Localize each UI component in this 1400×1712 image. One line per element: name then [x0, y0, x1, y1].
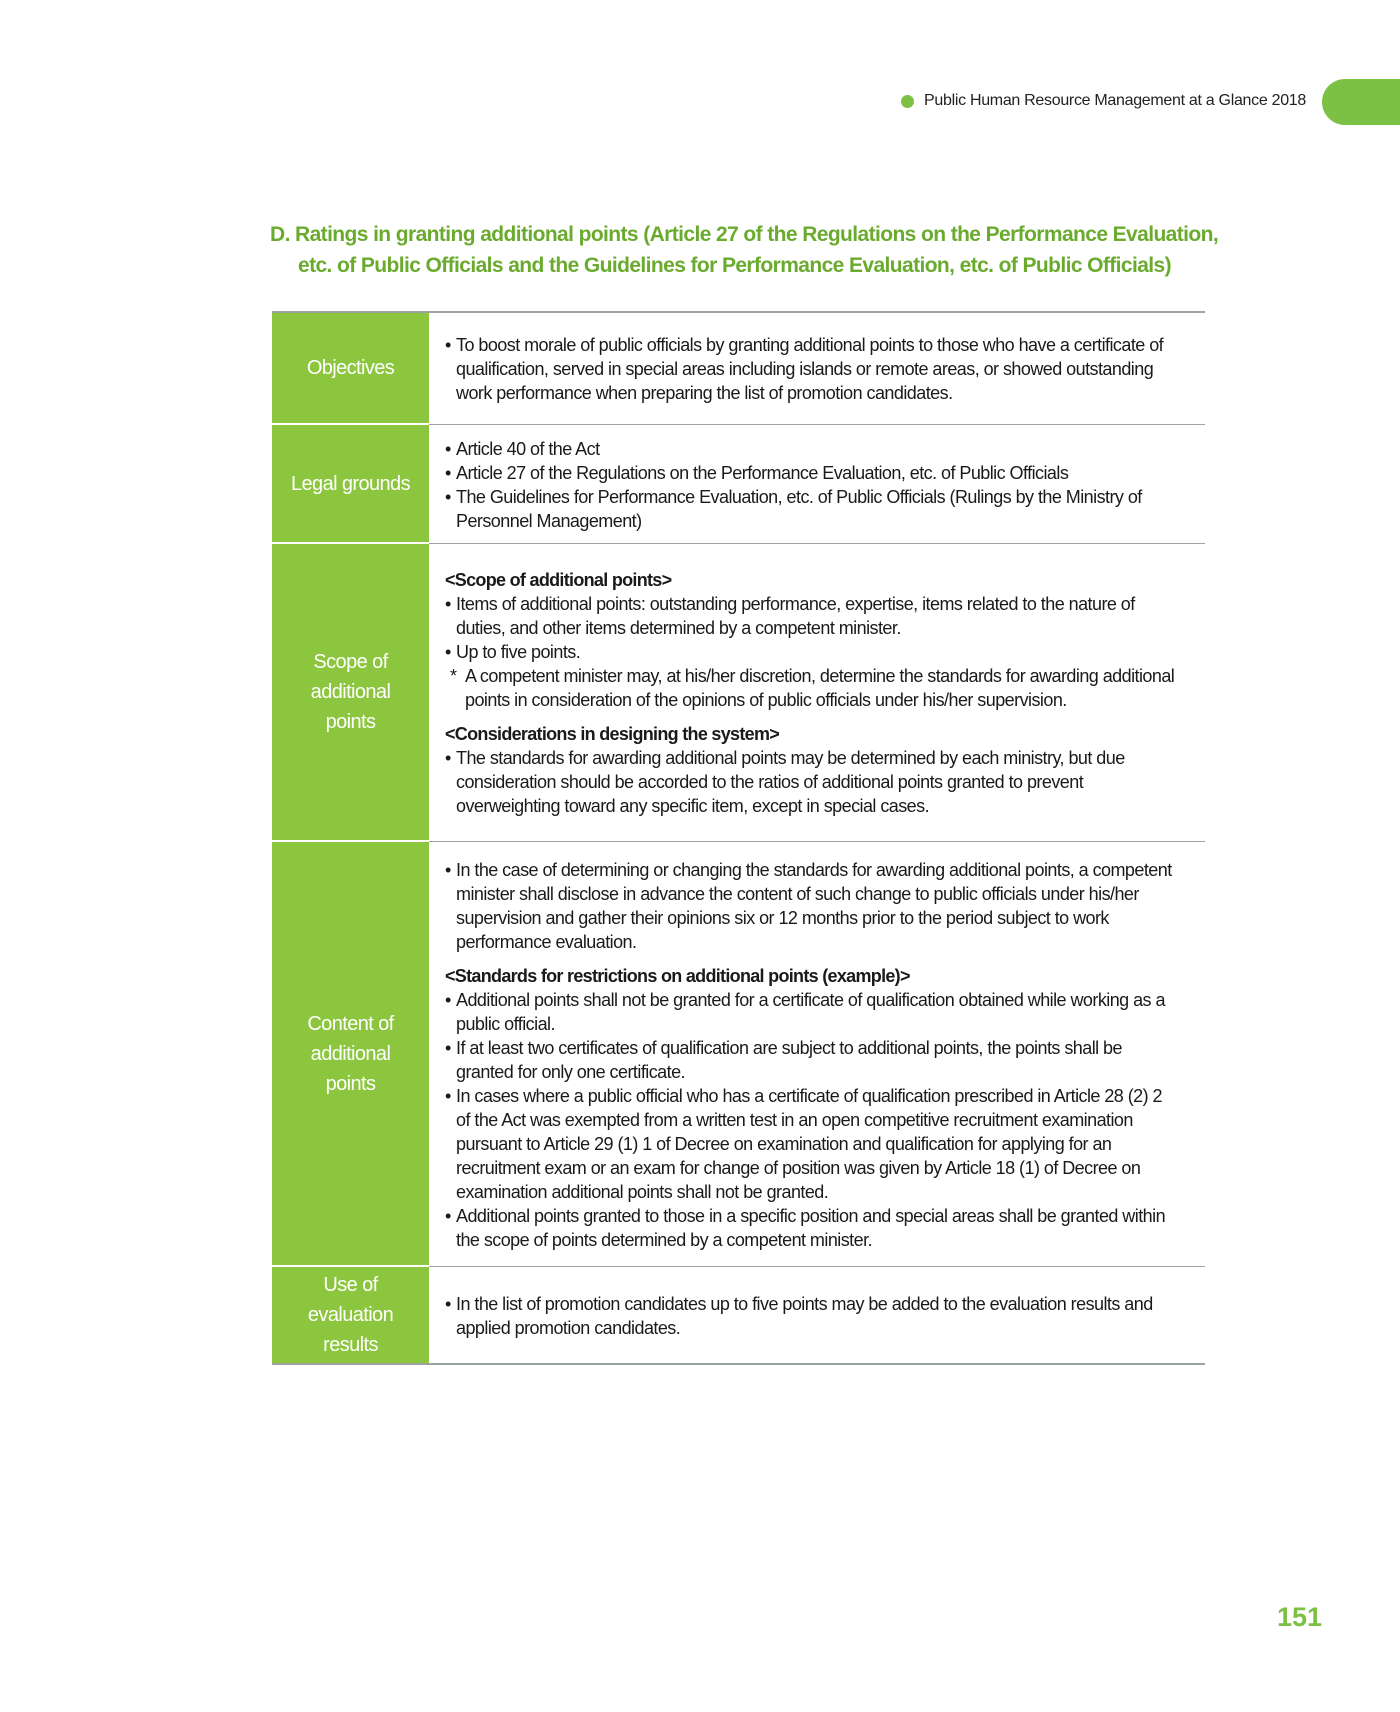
list-item: • In the list of promotion candidates up to five points may be added to the evaluation results and applied promotion candidates.	[445, 1292, 1177, 1340]
list-item: • In cases where a public official who has a certificate of qualification prescribed in Article 28 (2) 2 of the Act was exempted from a written test in an open competitive recruitment examination pursuant to Article 29 (1) 1 of Decree on examination and qualification for applying for an recruitment exam or an exam for change of position was given by Article 18 (1) of Decree on examination additional points shall not be granted.	[445, 1084, 1177, 1204]
list-item: • Additional points shall not be granted for a certificate of qualification obtained while working as a public official.	[445, 988, 1177, 1036]
list-item: • The Guidelines for Performance Evaluation, etc. of Public Officials (Rulings by the Ministry of Personnel Management)	[445, 485, 1177, 533]
row-content-content	[429, 841, 1205, 1266]
list-item: • To boost morale of public officials by granting additional points to those who have a certificate of qualification, served in special areas including islands or remote areas, or showed outstanding work performance when preparing the list of promotion candidates.	[445, 333, 1177, 405]
table-row-legal-grounds	[272, 424, 1205, 543]
list-item: • Additional points granted to those in a specific position and special areas shall be granted within the scope of points determined by a competent minister.	[445, 1204, 1177, 1252]
row-label-legal-grounds: Legal grounds	[272, 424, 429, 543]
list-item: • If at least two certificates of qualification are subject to additional points, the points shall be granted for only one certificate.	[445, 1036, 1177, 1084]
row-label-scope: Scope of additional points	[272, 543, 429, 841]
table-row-scope	[272, 543, 1205, 841]
row-content-objectives	[429, 312, 1205, 424]
subsection-heading: <Scope of additional points>	[445, 570, 672, 590]
list-item: • Items of additional points: outstanding performance, expertise, items related to the nature of duties, and other items determined by a competent minister.	[445, 592, 1177, 640]
chapter-edge-tab	[1322, 79, 1400, 125]
running-header	[901, 92, 1306, 110]
row-label-content: Content of additional points	[272, 841, 429, 1266]
table-row-objectives	[272, 312, 1205, 424]
row-content-use-of-results	[429, 1266, 1205, 1364]
list-item: • Up to five points.	[445, 640, 1177, 664]
running-title: Public Human Resource Management at a Glance 2018	[924, 92, 1306, 109]
row-label-use-of-results: Use of evaluation results	[272, 1266, 429, 1364]
table-row-use-of-results	[272, 1266, 1205, 1364]
section-title-line-1: D. Ratings in granting additional points (Article 27 of the Regulations on the Performance Evaluation,	[270, 223, 1219, 246]
bullet-dot-icon	[901, 95, 914, 108]
footnote-text: A competent minister may, at his/her discretion, determine the standards for awarding additional points in consideration of the opinions of public officials under his/her supervision.	[465, 666, 1175, 710]
page-number: 151	[1276, 1602, 1322, 1632]
subsection-heading: <Considerations in designing the system>	[445, 724, 780, 744]
additional-points-table	[272, 311, 1205, 1365]
row-label-objectives: Objectives	[272, 312, 429, 424]
row-content-scope	[429, 543, 1205, 841]
footnote	[445, 664, 1177, 712]
list-item: • The standards for awarding additional points may be determined by each ministry, but due consideration should be accorded to the ratios of additional points granted to prevent overweighting toward any specific item, except in special cases.	[445, 746, 1177, 818]
list-item: • Article 40 of the Act	[445, 437, 1177, 461]
section-title-line-2: etc. of Public Officials and the Guidelines for Performance Evaluation, etc. of Public Officials)	[298, 254, 1171, 277]
list-item: • Article 27 of the Regulations on the Performance Evaluation, etc. of Public Officials	[445, 461, 1177, 485]
row-content-legal-grounds	[429, 424, 1205, 543]
table-row-content	[272, 841, 1205, 1266]
list-item: • In the case of determining or changing the standards for awarding additional points, a competent minister shall disclose in advance the content of such change to public officials under his/her supervision and gather their opinions six or 12 months prior to the period subject to work performance evaluation.	[445, 858, 1177, 954]
section-title	[270, 219, 1230, 281]
asterisk-marker: *	[450, 666, 457, 686]
subsection-heading: <Standards for restrictions on additional points (example)>	[445, 965, 910, 986]
